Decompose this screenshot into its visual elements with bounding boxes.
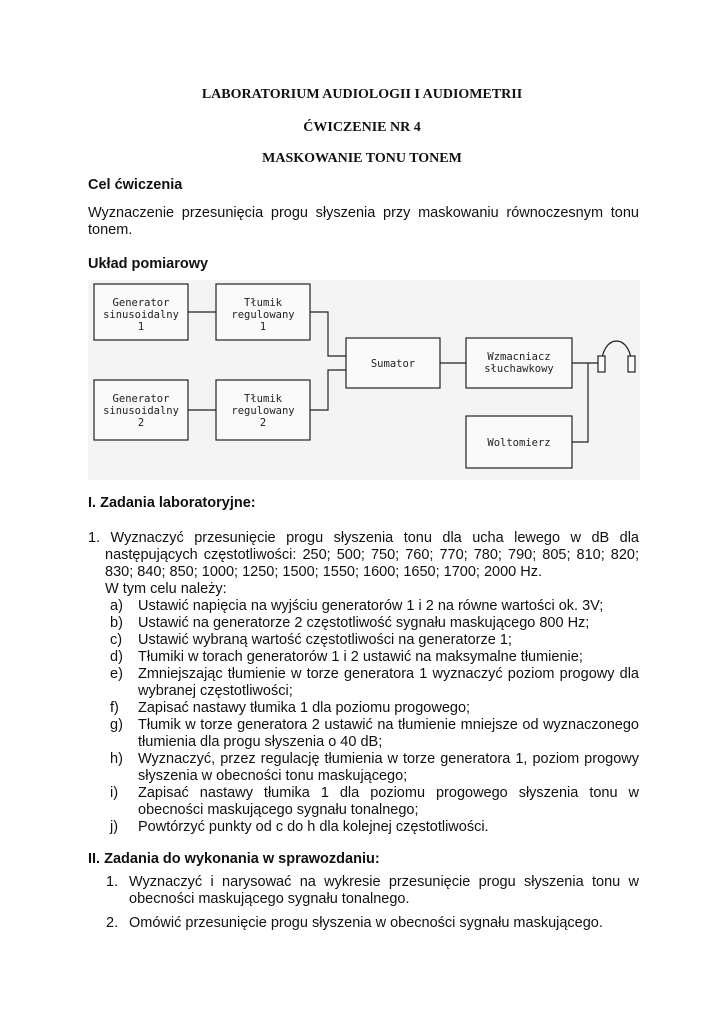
exercise-topic: MASKOWANIE TONU TONEM — [262, 151, 462, 166]
goal-text-line1: Wyznaczenie przesunięcia progu słyszenia przy maskowaniu równoczesnym tonu — [88, 205, 639, 221]
headphones-icon — [598, 341, 635, 372]
att1-label-line3: 1 — [259, 321, 267, 333]
gen2-label-line1: Generator — [112, 393, 170, 405]
step-text-line: obecności maskującego sygnału tonalnego; — [138, 802, 419, 818]
task1-intro: W tym celu należy: — [105, 581, 227, 597]
gen1-label-line1: Generator — [112, 297, 170, 309]
amp-label-line1: Wzmacniacz — [487, 351, 551, 363]
step-text-line: Tłumiki w torach generatorów 1 i 2 ustawić na maksymalne tłumienie; — [138, 649, 583, 665]
setup-diagram — [88, 280, 640, 480]
step-text-line: wybranej częstotliwości; — [138, 683, 293, 699]
setup-heading: Układ pomiarowy — [88, 256, 209, 272]
step-text-line: Powtórzyć punkty od c do h dla kolejnej częstotliwości. — [138, 819, 489, 835]
att1-label-line1: Tłumik — [244, 297, 282, 309]
att2-label-line2: regulowany — [231, 405, 295, 417]
step-letter: f) — [110, 700, 119, 716]
step-text-line: Ustawić napięcia na wyjściu generatorów 1 i 2 na równe wartości ok. 3V; — [138, 598, 604, 614]
lab-title: LABORATORIUM AUDIOLOGII I AUDIOMETRII — [201, 87, 523, 102]
step-text-line: Ustawić wybraną wartość częstotliwości na generatorze 1; — [138, 632, 512, 648]
section1-heading: I. Zadania laboratoryjne: — [88, 495, 256, 511]
amp-label-line2: słuchawkowy — [484, 363, 554, 375]
att2-label-line1: Tłumik — [244, 393, 282, 405]
section2-heading: II. Zadania do wykonania w sprawozdaniu: — [88, 851, 380, 867]
gen1-label-line2: sinusoidalny — [103, 309, 179, 321]
step-letter: c) — [110, 632, 123, 648]
step-text-line: Zmniejszając tłumienie w torze generatora 1 wyznaczyć poziom progowy dla — [138, 666, 639, 682]
step-text-line: Zapisać nastawy tłumika 1 dla poziomu progowego; — [138, 700, 471, 716]
report-item-text-line: Wyznaczyć i narysować na wykresie przesunięcie progu słyszenia tonu w — [129, 874, 639, 890]
step-letter: h) — [110, 751, 123, 767]
step-letter: d) — [110, 649, 123, 665]
gen1-label-line3: 1 — [137, 321, 145, 333]
goal-text-line2: tonem. — [88, 222, 133, 238]
step-letter: i) — [110, 785, 119, 801]
wire-amp-voltmeter — [572, 363, 588, 442]
step-text-line: słyszenia w obecności tonu maskującego; — [138, 768, 408, 784]
task1-line3: 830; 840; 850; 1000; 1250; 1500; 1550; 1600; 1650; 1700; 2000 Hz. — [105, 564, 542, 580]
task1-line2: następujących częstotliwości: 250; 500; 750; 760; 770; 780; 790; 805; 810; 820; — [105, 547, 639, 563]
wire-att2-summer — [310, 370, 346, 410]
att2-label-line3: 2 — [259, 417, 267, 429]
step-letter: b) — [110, 615, 123, 631]
step-text-line: Tłumik w torze generatora 2 ustawić na tłumienie mniejsze od wyznaczonego — [138, 717, 639, 733]
step-text-line: tłumienia dla progu słyszenia o 40 dB; — [138, 734, 383, 750]
step-text-line: Wyznaczyć, przez regulację tłumienia w torze generatora 1, poziom progowy — [138, 751, 639, 767]
goal-heading: Cel ćwiczenia — [88, 177, 183, 193]
wire-att1-summer — [310, 312, 346, 356]
report-item-text-line: obecności maskującego sygnału tonalnego. — [129, 891, 410, 907]
report-item-number: 1. — [106, 874, 119, 890]
step-letter: e) — [110, 666, 123, 682]
step-letter: a) — [110, 598, 123, 614]
att1-label-line2: regulowany — [231, 309, 295, 321]
exercise-number: ĆWICZENIE NR 4 — [303, 120, 421, 135]
task1-line1: 1. Wyznaczyć przesunięcie progu słyszenia tonu dla ucha lewego w dB dla — [88, 530, 639, 546]
summer-label: Sumator — [370, 358, 416, 370]
voltmeter-label: Woltomierz — [487, 437, 551, 449]
step-text-line: Zapisać nastawy tłumika 1 dla poziomu progowego słyszenia tonu w — [138, 785, 639, 801]
report-item-number: 2. — [106, 915, 119, 931]
step-letter: g) — [110, 717, 123, 733]
gen2-label-line2: sinusoidalny — [103, 405, 179, 417]
gen2-label-line3: 2 — [137, 417, 145, 429]
step-text-line: Ustawić na generatorze 2 częstotliwość sygnału maskującego 800 Hz; — [138, 615, 590, 631]
step-letter: j) — [110, 819, 119, 835]
report-item-text-line: Omówić przesunięcie progu słyszenia w obecności sygnału maskującego. — [129, 915, 603, 931]
